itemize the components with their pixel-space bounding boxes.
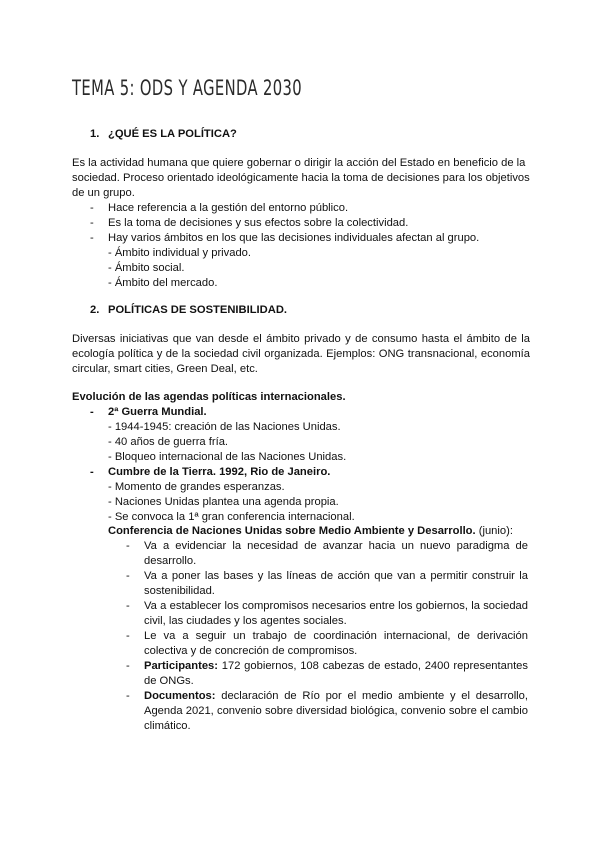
summit-item: - Se convoca la 1ª gran conferencia internacional. bbox=[108, 511, 355, 523]
section-1-title: ¿QUÉ ES LA POLÍTICA? bbox=[108, 128, 237, 140]
conference-date: (junio): bbox=[475, 525, 513, 537]
conference-point: Le va a seguir un trabajo de coordinación internacional, de derivación colectiva y de concreción de compromisos. bbox=[144, 630, 528, 657]
bullet-dash: - bbox=[90, 217, 94, 229]
bullet-dash: - bbox=[90, 406, 94, 418]
participants-label: Participantes: bbox=[144, 660, 218, 672]
bullet-dash: - bbox=[126, 630, 130, 642]
participants-text: 172 gobiernos, 108 cabezas de estado, 2400 representantes de ONGs. bbox=[144, 660, 528, 687]
bullet-dash: - bbox=[90, 232, 94, 244]
bullet-dash: - bbox=[126, 690, 130, 702]
sub-item: - Ámbito social. bbox=[108, 262, 185, 274]
sub-item: - Ámbito del mercado. bbox=[108, 277, 218, 289]
war-item: - 40 años de guerra fría. bbox=[108, 436, 229, 448]
summit-item: - Naciones Unidas plantea una agenda propia. bbox=[108, 496, 339, 508]
section-2-title: POLÍTICAS DE SOSTENIBILIDAD. bbox=[108, 304, 288, 316]
bullet-dash: - bbox=[126, 540, 130, 552]
conference-point: Va a poner las bases y las líneas de acción que van a permitir construir la sostenibilidad. bbox=[144, 570, 528, 597]
bullet-item: Hay varios ámbitos en los que las decisiones individuales afectan al grupo. bbox=[108, 232, 480, 244]
conference-line bbox=[108, 524, 513, 539]
page-title: TEMA 5: ODS Y AGENDA 2030 bbox=[72, 76, 303, 100]
bullet-item: Hace referencia a la gestión del entorno público. bbox=[108, 202, 349, 214]
section-1-paragraph: Es la actividad humana que quiere gobernar o dirigir la acción del Estado en beneficio de la sociedad. Proceso orientado ideológicamente hacia la toma de decisiones para los objetivos de un grupo. bbox=[72, 157, 530, 199]
bullet-dash: - bbox=[90, 202, 94, 214]
bullet-dash: - bbox=[126, 570, 130, 582]
summit-heading: Cumbre de la Tierra. 1992, Rio de Janeiro. bbox=[108, 466, 331, 478]
bullet-item: Es la toma de decisiones y sus efectos sobre la colectividad. bbox=[108, 217, 409, 229]
conference-point: Va a establecer los compromisos necesarios entre los gobiernos, la sociedad civil, las ciudades y los agentes sociales. bbox=[144, 600, 528, 627]
war-heading: 2ª Guerra Mundial. bbox=[108, 406, 207, 418]
bullet-dash: - bbox=[90, 466, 94, 478]
bullet-dash: - bbox=[126, 660, 130, 672]
conference-title: Conferencia de Naciones Unidas sobre Medio Ambiente y Desarrollo. bbox=[108, 525, 476, 537]
documents-text: declaración de Río por el medio ambiente y el desarrollo, Agenda 2021, convenio sobre diversidad biológica, convenio sobre el cambio climático. bbox=[144, 690, 528, 732]
summit-item: - Momento de grandes esperanzas. bbox=[108, 481, 285, 493]
evolution-heading: Evolución de las agendas políticas internacionales. bbox=[72, 391, 346, 403]
sub-item: - Ámbito individual y privado. bbox=[108, 247, 252, 259]
bullet-dash: - bbox=[126, 600, 130, 612]
conference-point: Va a evidenciar la necesidad de avanzar hacia un nuevo paradigma de desarrollo. bbox=[144, 540, 528, 567]
war-item: - 1944-1945: creación de las Naciones Unidas. bbox=[108, 421, 341, 433]
war-item: - Bloqueo internacional de las Naciones Unidas. bbox=[108, 451, 347, 463]
section-2-number: 2. bbox=[90, 304, 100, 316]
documents-label: Documentos: bbox=[144, 690, 216, 702]
section-2-heading bbox=[90, 304, 287, 316]
conference-point-documents bbox=[144, 689, 528, 734]
section-1-heading bbox=[90, 128, 237, 140]
conference-point-participants bbox=[144, 659, 528, 689]
section-1-number: 1. bbox=[90, 128, 100, 140]
section-2-paragraph: Diversas iniciativas que van desde el ámbito privado y de consumo hasta el ámbito de la ecología política y de la sociedad civil organizada. Ejemplos: ONG transnacional, economía circular, smart cities, Green Deal, etc. bbox=[72, 333, 530, 375]
